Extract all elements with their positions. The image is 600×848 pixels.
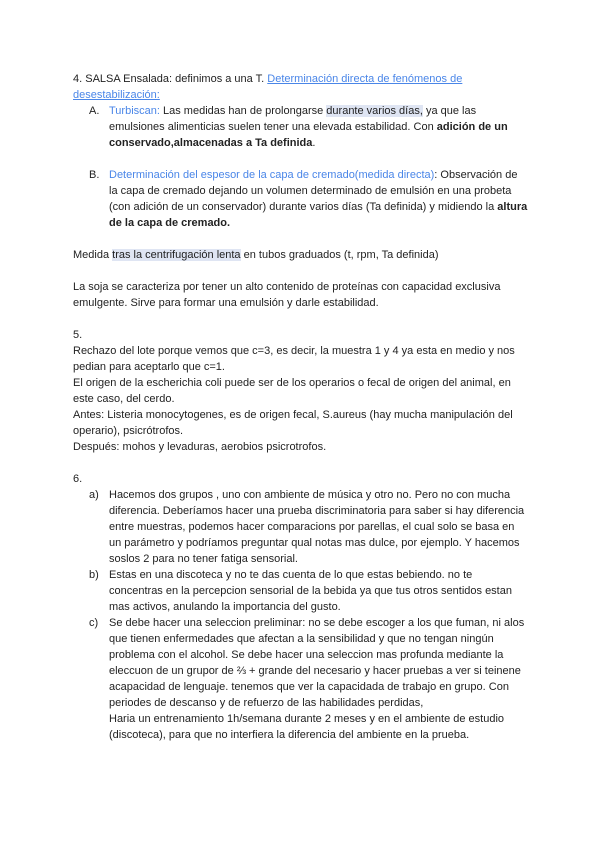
section-5-line: Rechazo del lote porque vemos que c=3, es decir, la muestra 1 y 4 ya esta en medio y nos pedian para aceptarlo que c=1. [73,345,515,373]
item-text: Las medidas han de prolongarse [159,105,327,117]
highlighted-text: tras la centrifugación lenta [112,249,241,261]
list-marker: B. [89,169,100,181]
item-text: . [312,137,316,149]
soja-paragraph: La soja se caracteriza por tener un alto contenido de proteínas con capacidad exclusiva emulgente. Sirve para formar una emulsión y darle estabilidad. [73,281,501,309]
list-item-a [73,103,528,151]
list-item-b [73,167,528,231]
turbiscan-term: Turbiscan: [109,105,160,117]
list-item-6c [73,615,528,743]
list-item-6a [73,487,528,567]
medida-text: Medida [73,249,113,261]
list-marker: A. [89,105,100,117]
section-5-line: Después: mohos y levaduras, aerobios psicrotrofos. [73,441,327,453]
medida-line [73,247,528,263]
medida-text: en tubos graduados (t, rpm, Ta definida) [240,249,439,261]
section-5-line: Antes: Listeria monocytogenes, es de origen fecal, S.aureus (hay mucha manipulación del operario), psicrótrofos. [73,409,513,437]
section-4-heading: 4. SALSA Ensalada: definimos a una T. [73,73,268,85]
item-text: Estas en una discoteca y no te das cuenta de lo que estas bebiendo. no te concentras en la percepcion sensorial de la bebida ya que tus otros sentidos estan mas activos, anulando la importancia del gusto. [109,569,512,613]
item-text: Hacemos dos grupos , uno con ambiente de música y otro no. Pero no con mucha diferencia. Deberíamos hacer una prueba discriminatoria para saber si hay diferencia entre muestras, podemos hacer comparacions por parellas, el cual solo se basa en un parámetro y podríamos preguntar qual notas mas dulce, por ejemplo. Y hacemos soslos 2 para no tener fatiga sensorial. [109,489,525,565]
list-marker: b) [89,569,99,581]
section-5-number: 5. [73,329,83,341]
list-item-6b [73,567,528,615]
espesor-term: Determinación del espesor de la capa de cremado(medida directa) [109,169,435,181]
item-text: Se debe hacer una seleccion preliminar: no se debe escoger a los que fuman, ni alos que tienen enfermedades que afectan a la sensibilidad y que no tengan ningún problema con el alcohol. Se debe hacer una seleccion mas profunda mediante la eleccuon de un grupor de ⅔ + grande del necesario y hacer pruebas a ver si teinene acapacidad de lenguaje. tenemos que ver la capacidada de trabajo en grupo. Con periodes de descanso y de refuerzo de las habilidades perdidas, [109,617,525,709]
bold-text: altura de la capa de cremado. [109,201,528,229]
bold-text: adición de un conservado,almacenadas a Ta definida [109,121,508,149]
list-marker: a) [89,489,99,501]
document-body [73,71,528,743]
list-marker: c) [89,617,99,629]
item-text: : Observación de la capa de cremado dejando un volumen determinado de emulsión en una probeta (con adición de un conservador) durante varios días (Ta definida) y midiendo la [109,169,518,213]
section-6-number: 6. [73,473,83,485]
section-5-line: El origen de la escherichia coli puede ser de los operarios o fecal de origen del animal, en este caso, del cerdo. [73,377,511,405]
section-4-intro [73,71,528,103]
determinacion-link[interactable]: Determinación directa de fenómenos de desestabilización: [73,73,463,101]
item-text: Haria un entrenamiento 1h/semana durante 2 meses y en el ambiente de estudio (discoteca), para que no interfiera la diferencia del ambiente en la prueba. [109,713,505,741]
highlighted-text: durante varios días, [326,105,423,117]
item-text: ya que las emulsiones alimenticias suelen tener una elevada estabilidad. Con [109,105,477,133]
